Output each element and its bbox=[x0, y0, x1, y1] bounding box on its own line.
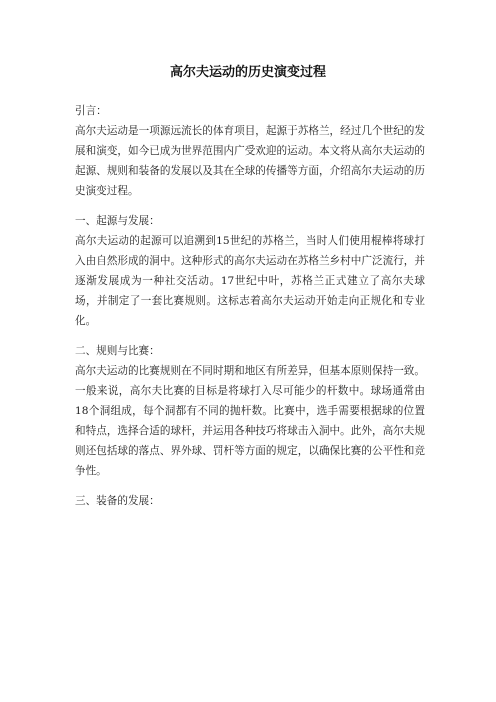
intro-heading: 引言： bbox=[75, 105, 107, 117]
document-title: 高尔夫运动的历史演变过程 bbox=[169, 65, 326, 80]
section-paragraph-rules: 高尔夫运动的比赛规则在不同时期和地区有所差异，但基本原则保持一致。一般来说，高尔夫比赛的目标是将球打入尽可能少的杆数中。球场通常由18个洞组成，每个洞都有不同的抛杆数。比赛中，选手需要根据球的位置和特点，选择合适的球杆，并运用各种技巧将球击入洞中。此外，高尔夫规则还包括球的落点、界外球、罚杆等方面的规定，以确保比赛的公平性和竞争性。 bbox=[75, 365, 425, 477]
section-heading-equipment: 三、装备的发展： bbox=[75, 495, 160, 507]
section-heading-rules: 二、规则与比赛： bbox=[75, 345, 160, 357]
section-heading-origin: 一、起源与发展： bbox=[75, 215, 160, 227]
intro-paragraph: 高尔夫运动是一项源远流长的体育项目，起源于苏格兰，经过几个世纪的发展和演变，如今已成为世界范围内广受欢迎的运动。本文将从高尔夫运动的起源、规则和装备的发展以及其在全球的传播等方面，介绍高尔夫运动的历史演变过程。 bbox=[75, 125, 425, 197]
document-body bbox=[75, 101, 425, 511]
section-paragraph-origin: 高尔夫运动的起源可以追溯到15世纪的苏格兰，当时人们使用棍棒将球打入由自然形成的洞中。这种形式的高尔夫运动在苏格兰乡村中广泛流行，并逐渐发展成为一种社交活动。17世纪中叶，苏格兰正式建立了高尔夫球场，并制定了一套比赛规则。这标志着高尔夫运动开始走向正规化和专业化。 bbox=[75, 235, 425, 327]
